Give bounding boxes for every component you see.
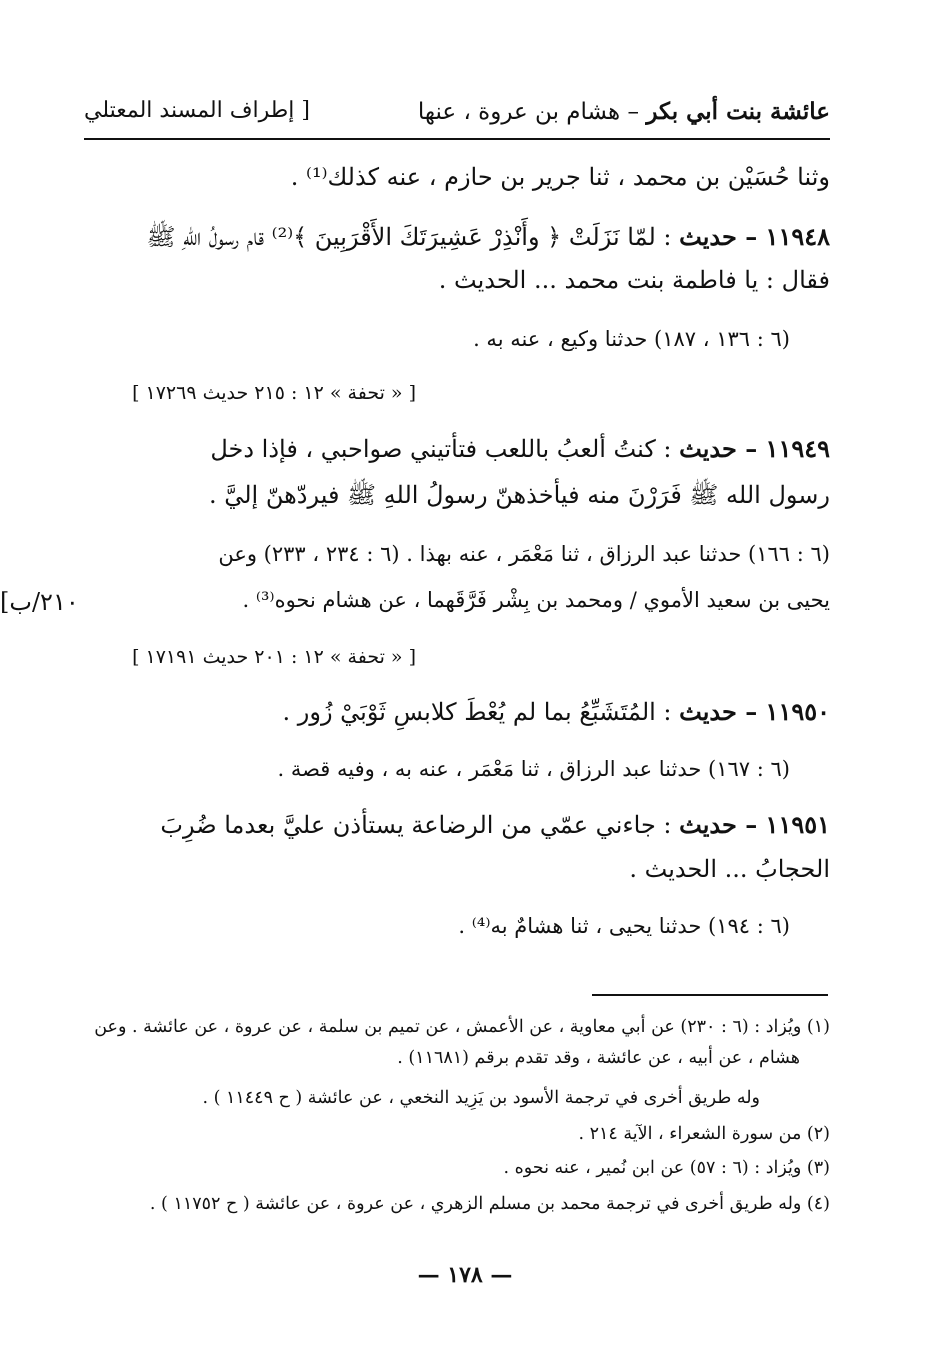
hadith-11950-reference: (٦ : ١٦٧) حدثنا عبد الرزاق ، ثنا مَعْمَر ، عنه به ، وفيه قصة . bbox=[277, 757, 790, 781]
hadith-11948-reference: (٦ : ١٣٦ ، ١٨٧) حدثنا وكيع ، عنه به . bbox=[473, 327, 790, 351]
hadith-11950-line1 bbox=[283, 697, 831, 726]
footnote-1-line2: هشام ، عن أبيه ، عن عائشة ، وقد تقدم برقم (١١٦٨١) . bbox=[397, 1048, 800, 1068]
hadith-11948-line1 bbox=[147, 222, 830, 257]
hadith-11949-line2: رسول الله ﷺ فَرَرْنَ منه فيأخذهنّ رسولُ اللهِ ﷺ فيردّهنّ إليَّ . bbox=[208, 481, 830, 509]
hadith-text: : جاءني عمّي من الرضاعة يستأذن عليَّ بعدما ضُرِبَ bbox=[160, 811, 672, 839]
footnote-rule bbox=[592, 994, 828, 996]
manuscript-folio-marker: ٢١٠/ب] bbox=[0, 588, 79, 616]
hadith-11949-tuhfa: [ « تحفة » ١٢ : ٢٠١ حديث ١٧١٩١ ] bbox=[132, 646, 416, 668]
hadith-11951-line2: الحجابُ ... الحديث . bbox=[629, 855, 830, 883]
hadith-text: : لمّا نَزَلَتْ ﴿ وأَنْذِرْ عَشِيرَتَكَ الأَقْرَبِينَ ﴾⁽²⁾ قام رسولُ اللهِ ﷺ bbox=[146, 223, 672, 251]
hadith-11949-reference-line2: يحيى بن سعيد الأموي / ومحمد بن بِشْر فَرَّقَهما ، عن هشام نحوه⁽³⁾ . bbox=[242, 588, 830, 612]
running-header-title bbox=[418, 98, 830, 125]
hadith-11948-tuhfa: [ « تحفة » ١٢ : ٢١٥ حديث ١٧٢٦٩ ] bbox=[132, 382, 416, 404]
hadith-11951-reference: (٦ : ١٩٤) حدثنا يحيى ، ثنا هشامٌ به⁽⁴⁾ . bbox=[458, 914, 790, 938]
hadith-11949-reference-line1: (٦ : ١٦٦) حدثنا عبد الرزاق ، ثنا مَعْمَر ، عنه بهذا . (٦ : ٢٣٤ ، ٢٣٣) وعن bbox=[218, 542, 830, 566]
header-title-rest: – هشام بن عروة ، عنها bbox=[417, 99, 639, 125]
hadith-number: ١١٩٥١ – حديث bbox=[679, 810, 830, 839]
page-number: — ١٧٨ — bbox=[417, 1262, 513, 1288]
footnote-1-line1: (١) ويُزاد : (٦ : ٢٣٠) عن أبي معاوية ، عن الأعمش ، عن تميم بن سلمة ، عن عروة ، عن عائشة . وعن bbox=[94, 1017, 830, 1037]
header-rule bbox=[84, 138, 830, 140]
hadith-11951-line1 bbox=[160, 810, 830, 839]
hadith-11948-line2: فقال : يا فاطمة بنت محمد ... الحديث . bbox=[438, 266, 830, 294]
hadith-number: ١١٩٥٠ – حديث bbox=[679, 697, 830, 726]
footnote-3: (٣) ويُزاد : (٦ : ٥٧) عن ابن نُمير ، عنه نحوه . bbox=[503, 1158, 830, 1178]
running-header-book: [ إطراف المسند المعتلي bbox=[84, 98, 310, 123]
footnote-2: (٢) من سورة الشعراء ، الآية ٢١٤ . bbox=[578, 1124, 830, 1144]
footnote-4: (٤) وله طريق أخرى في ترجمة محمد بن مسلم الزهري ، عن عروة ، عن عائشة ( ح ١١٧٥٢ ) . bbox=[149, 1194, 830, 1214]
header-title-bold: عائشة بنت أبي بكر bbox=[646, 98, 830, 125]
hadith-text: : المُتَشَبِّعُ بما لم يُعْطَ كلابسِ ثَوْبَيْ زُور . bbox=[282, 698, 672, 726]
footnote-1-line3: وله طريق أخرى في ترجمة الأسود بن يَزِيد النخعي ، عن عائشة ( ح ١١٤٤٩ ) . bbox=[202, 1088, 760, 1108]
text-line: وثنا حُسَيْن بن محمد ، ثنا جرير بن حازم ، عنه كذلك⁽¹⁾ . bbox=[290, 163, 830, 191]
hadith-text: : كنتُ ألعبُ باللعب فتأتيني صواحبي ، فإذا دخل bbox=[210, 435, 672, 463]
hadith-11949-line1 bbox=[210, 434, 830, 463]
hadith-number: ١١٩٤٩ – حديث bbox=[679, 434, 830, 463]
hadith-number: ١١٩٤٨ – حديث bbox=[679, 222, 830, 251]
